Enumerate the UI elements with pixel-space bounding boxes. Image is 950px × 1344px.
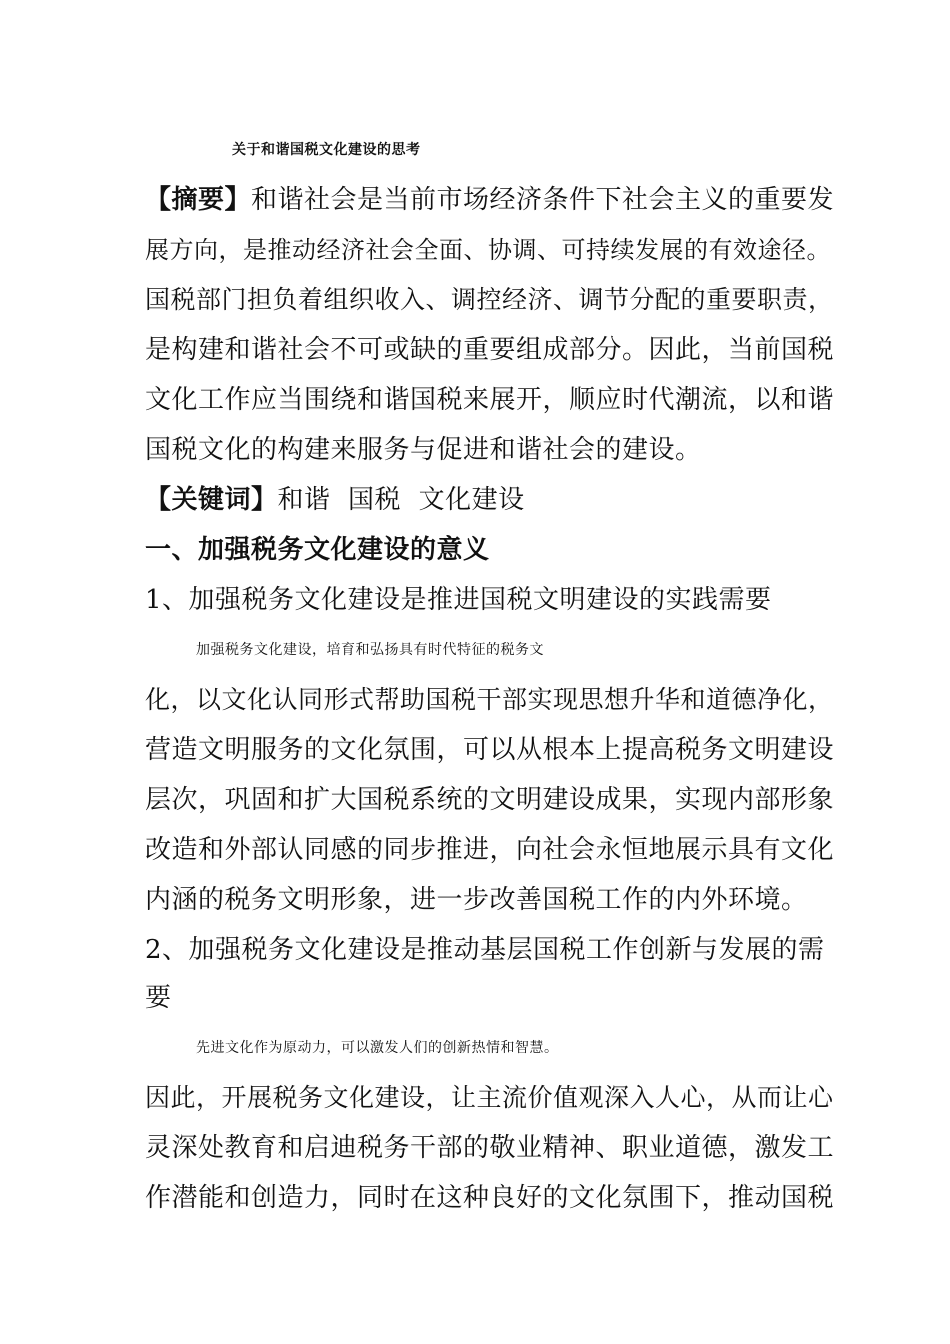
abstract-text-1: 和谐社会是当前市场经济条件下社会主义的重要发 (251, 185, 835, 215)
keywords-line (145, 485, 835, 515)
keywords-label: 【关键词】 (145, 485, 278, 515)
subsection-2-heading-1: 2、加强税务文化建设是推动基层国税工作创新与发展的需 (145, 935, 825, 965)
abstract-label: 【摘要】 (145, 185, 252, 215)
subsection-2-heading-2: 要 (145, 983, 172, 1013)
sub2-line-3: 灵深处教育和启迪税务干部的敬业精神、职业道德，激发工 (145, 1133, 835, 1163)
keywords-text: 和谐 国税 文化建设 (277, 485, 525, 515)
abstract-line-5: 文化工作应当围绕和谐国税来展开，顺应时代潮流，以和谐 (145, 385, 835, 415)
abstract-line-6: 国税文化的构建来服务与促进和谐社会的建设。 (145, 435, 702, 465)
sub1-line-2: 化，以文化认同形式帮助国税干部实现思想升华和道德净化， (145, 685, 834, 714)
abstract-line-2: 展方向，是推动经济社会全面、协调、可持续发展的有效途径。 (145, 236, 831, 264)
page-title: 关于和谐国税文化建设的思考 (232, 142, 421, 158)
section-1-heading: 一、加强税务文化建设的意义 (145, 535, 490, 565)
abstract-line-4: 是构建和谐社会不可或缺的重要组成部分。因此，当前国税 (145, 335, 835, 365)
sub1-line-4: 层次，巩固和扩大国税系统的文明建设成果，实现内部形象 (145, 785, 835, 815)
sub1-line-1: 加强税务文化建设，培育和弘扬具有时代特征的税务文 (196, 642, 544, 658)
sub1-line-5: 改造和外部认同感的同步推进，向社会永恒地展示具有文化 (145, 835, 835, 865)
subsection-1-heading: 1、加强税务文化建设是推进国税文明建设的实践需要 (145, 585, 772, 615)
sub2-line-1: 先进文化作为原动力，可以激发人们的创新热情和智慧。 (196, 1040, 559, 1056)
abstract-line-1 (145, 185, 835, 215)
sub1-line-6: 内涵的税务文明形象，进一步改善国税工作的内外环境。 (145, 885, 808, 915)
abstract-line-3: 国税部门担负着组织收入、调控经济、调节分配的重要职责， (145, 285, 834, 314)
sub2-line-4: 作潜能和创造力，同时在这种良好的文化氛围下，推动国税 (145, 1183, 835, 1213)
sub2-line-2: 因此，开展税务文化建设，让主流价值观深入人心，从而让心 (145, 1083, 834, 1112)
sub1-line-3: 营造文明服务的文化氛围，可以从根本上提高税务文明建设 (145, 735, 835, 765)
